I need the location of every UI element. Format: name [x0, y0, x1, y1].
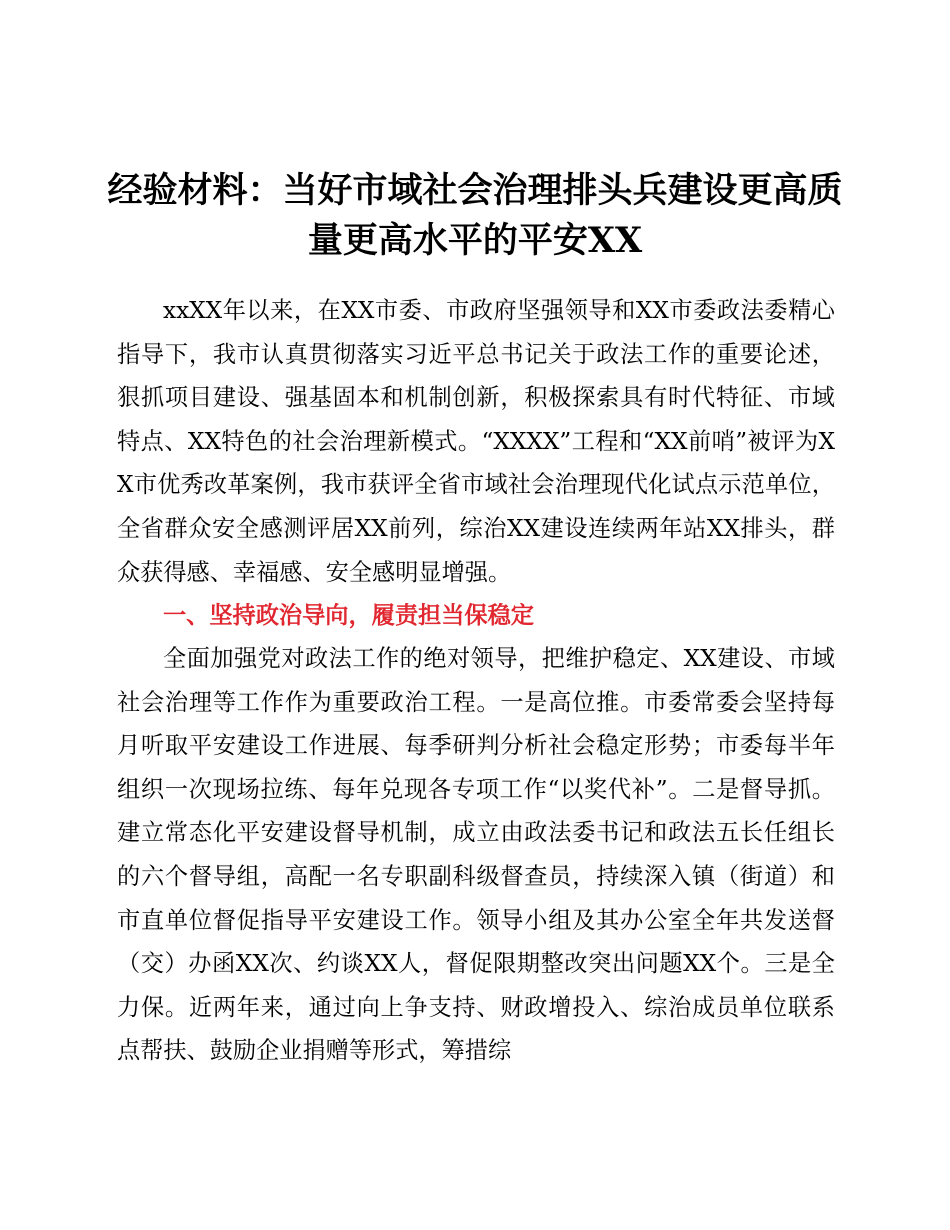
- document-title: 经验材料：当好市域社会治理排头兵建设更高质量更高水平的平安XX: [107, 170, 843, 261]
- section-heading-1: 一、坚持政治导向，履责担当保稳定: [163, 602, 534, 629]
- section-1-paragraph: 全面加强党对政法工作的绝对领导，把维护稳定、XX建设、市域社会治理等工作作为重要政治工程。一是高位推。市委常委会坚持每月听取平安建设工作进展、每季研判分析社会稳定形势；市委每半年组织一次现场拉练、每年兑现各专项工作“以奖代补”。二是督导抓。建立常态化平安建设督导机制，成立由政法委书记和政法五长任组长的六个督导组，高配一名专职副科级督查员，持续深入镇（街道）和市直单位督促指导平安建设工作。领导小组及其办公室全年共发送督（交）办函XX次、约谈XX人，督促限期整改突出问题XX个。三是全力保。近两年来，通过向上争支持、财政增投入、综治成员单位联系点帮扶、鼓励企业捐赠等形式，筹措综: [117, 645, 835, 1065]
- intro-paragraph: xxXX年以来，在XX市委、市政府坚强领导和XX市委政法委精心指导下，我市认真贯彻落实习近平总书记关于政法工作的重要论述，狠抓项目建设、强基固本和机制创新，积极探索具有时代特征、市域特点、XX特色的社会治理新模式。“XXXX”工程和“XX前哨”被评为XX市优秀改革案例，我市获评全省市域社会治理现代化试点示范单位，全省群众安全感测评居XX前列，综治XX建设连续两年站XX排头，群众获得感、幸福感、安全感明显增强。: [117, 297, 835, 586]
